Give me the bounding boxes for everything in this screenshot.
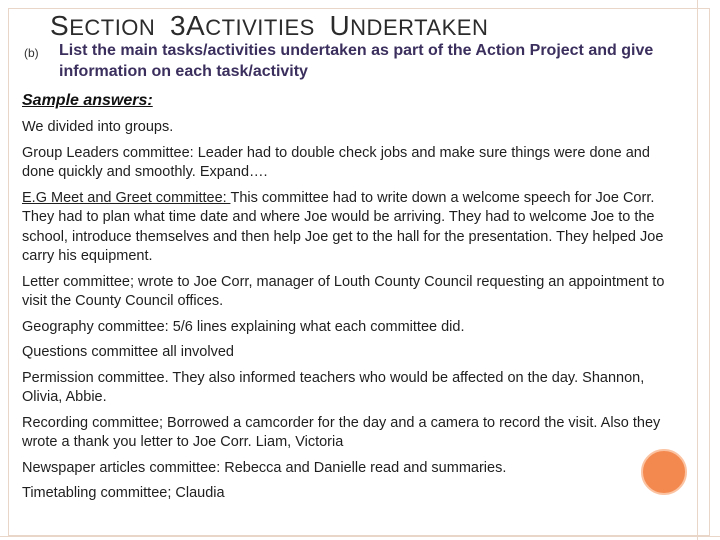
paragraph-meet-greet xyxy=(22,189,670,267)
paragraph-geography: Geography committee: 5/6 lines explaining what each committee did. xyxy=(22,318,465,335)
sample-answers-heading: Sample answers: xyxy=(22,92,153,109)
slide-title xyxy=(50,10,496,42)
title-cap-3a: 3A xyxy=(169,10,206,41)
paragraph-group-leaders: Group Leaders committee: Leader had to double check jobs and make sure things were done and done quickly and smoothly. Expand…. xyxy=(22,144,650,180)
title-cap-u: U xyxy=(329,10,351,41)
question-bullet: (b) xyxy=(24,46,39,60)
paragraph-newspaper: Newspaper articles committee: Rebecca and Danielle read and summaries. xyxy=(22,459,507,476)
title-cap-s: S xyxy=(50,10,70,41)
meet-greet-text: This committee had to write down a welcome speech for Joe Corr. They had to plan what time date and where Joe would be arriving. They had to welcome Joe to the school, introduce themselves and then help Joe get to the hall for the presentation. They helped Joe carry his equipment. xyxy=(22,189,664,264)
frame-horizontal-line xyxy=(0,536,720,537)
paragraph-groups: We divided into groups. xyxy=(22,119,174,135)
title-rest-u: NDERTAKEN xyxy=(350,15,489,40)
title-rest-3a: CTIVITIES xyxy=(205,15,315,40)
frame-vertical-line xyxy=(697,0,698,540)
question-text: List the main tasks/activities undertaken as part of the Action Project and give information on each task/activity xyxy=(59,42,654,80)
meet-greet-label: E.G Meet and Greet committee: xyxy=(22,189,231,206)
answers-body xyxy=(22,118,670,510)
paragraph-recording: Recording committee; Borrowed a camcorder for the day and a camera to record the visit. Also they wrote a thank you letter to Joe Corr. Liam, Victoria xyxy=(22,414,661,450)
paragraph-timetabling: Timetabling committee; Claudia xyxy=(22,485,225,501)
title-rest-s: ECTION xyxy=(69,15,156,40)
paragraph-permission: Permission committee. They also informed teachers who would be affected on the day. Shannon, Olivia, Abbie. xyxy=(22,369,645,405)
paragraph-questions: Questions committee all involved xyxy=(22,344,234,360)
paragraph-letter: Letter committee; wrote to Joe Corr, manager of Louth County Council requesting an appointment to visit the County Council offices. xyxy=(22,273,665,309)
